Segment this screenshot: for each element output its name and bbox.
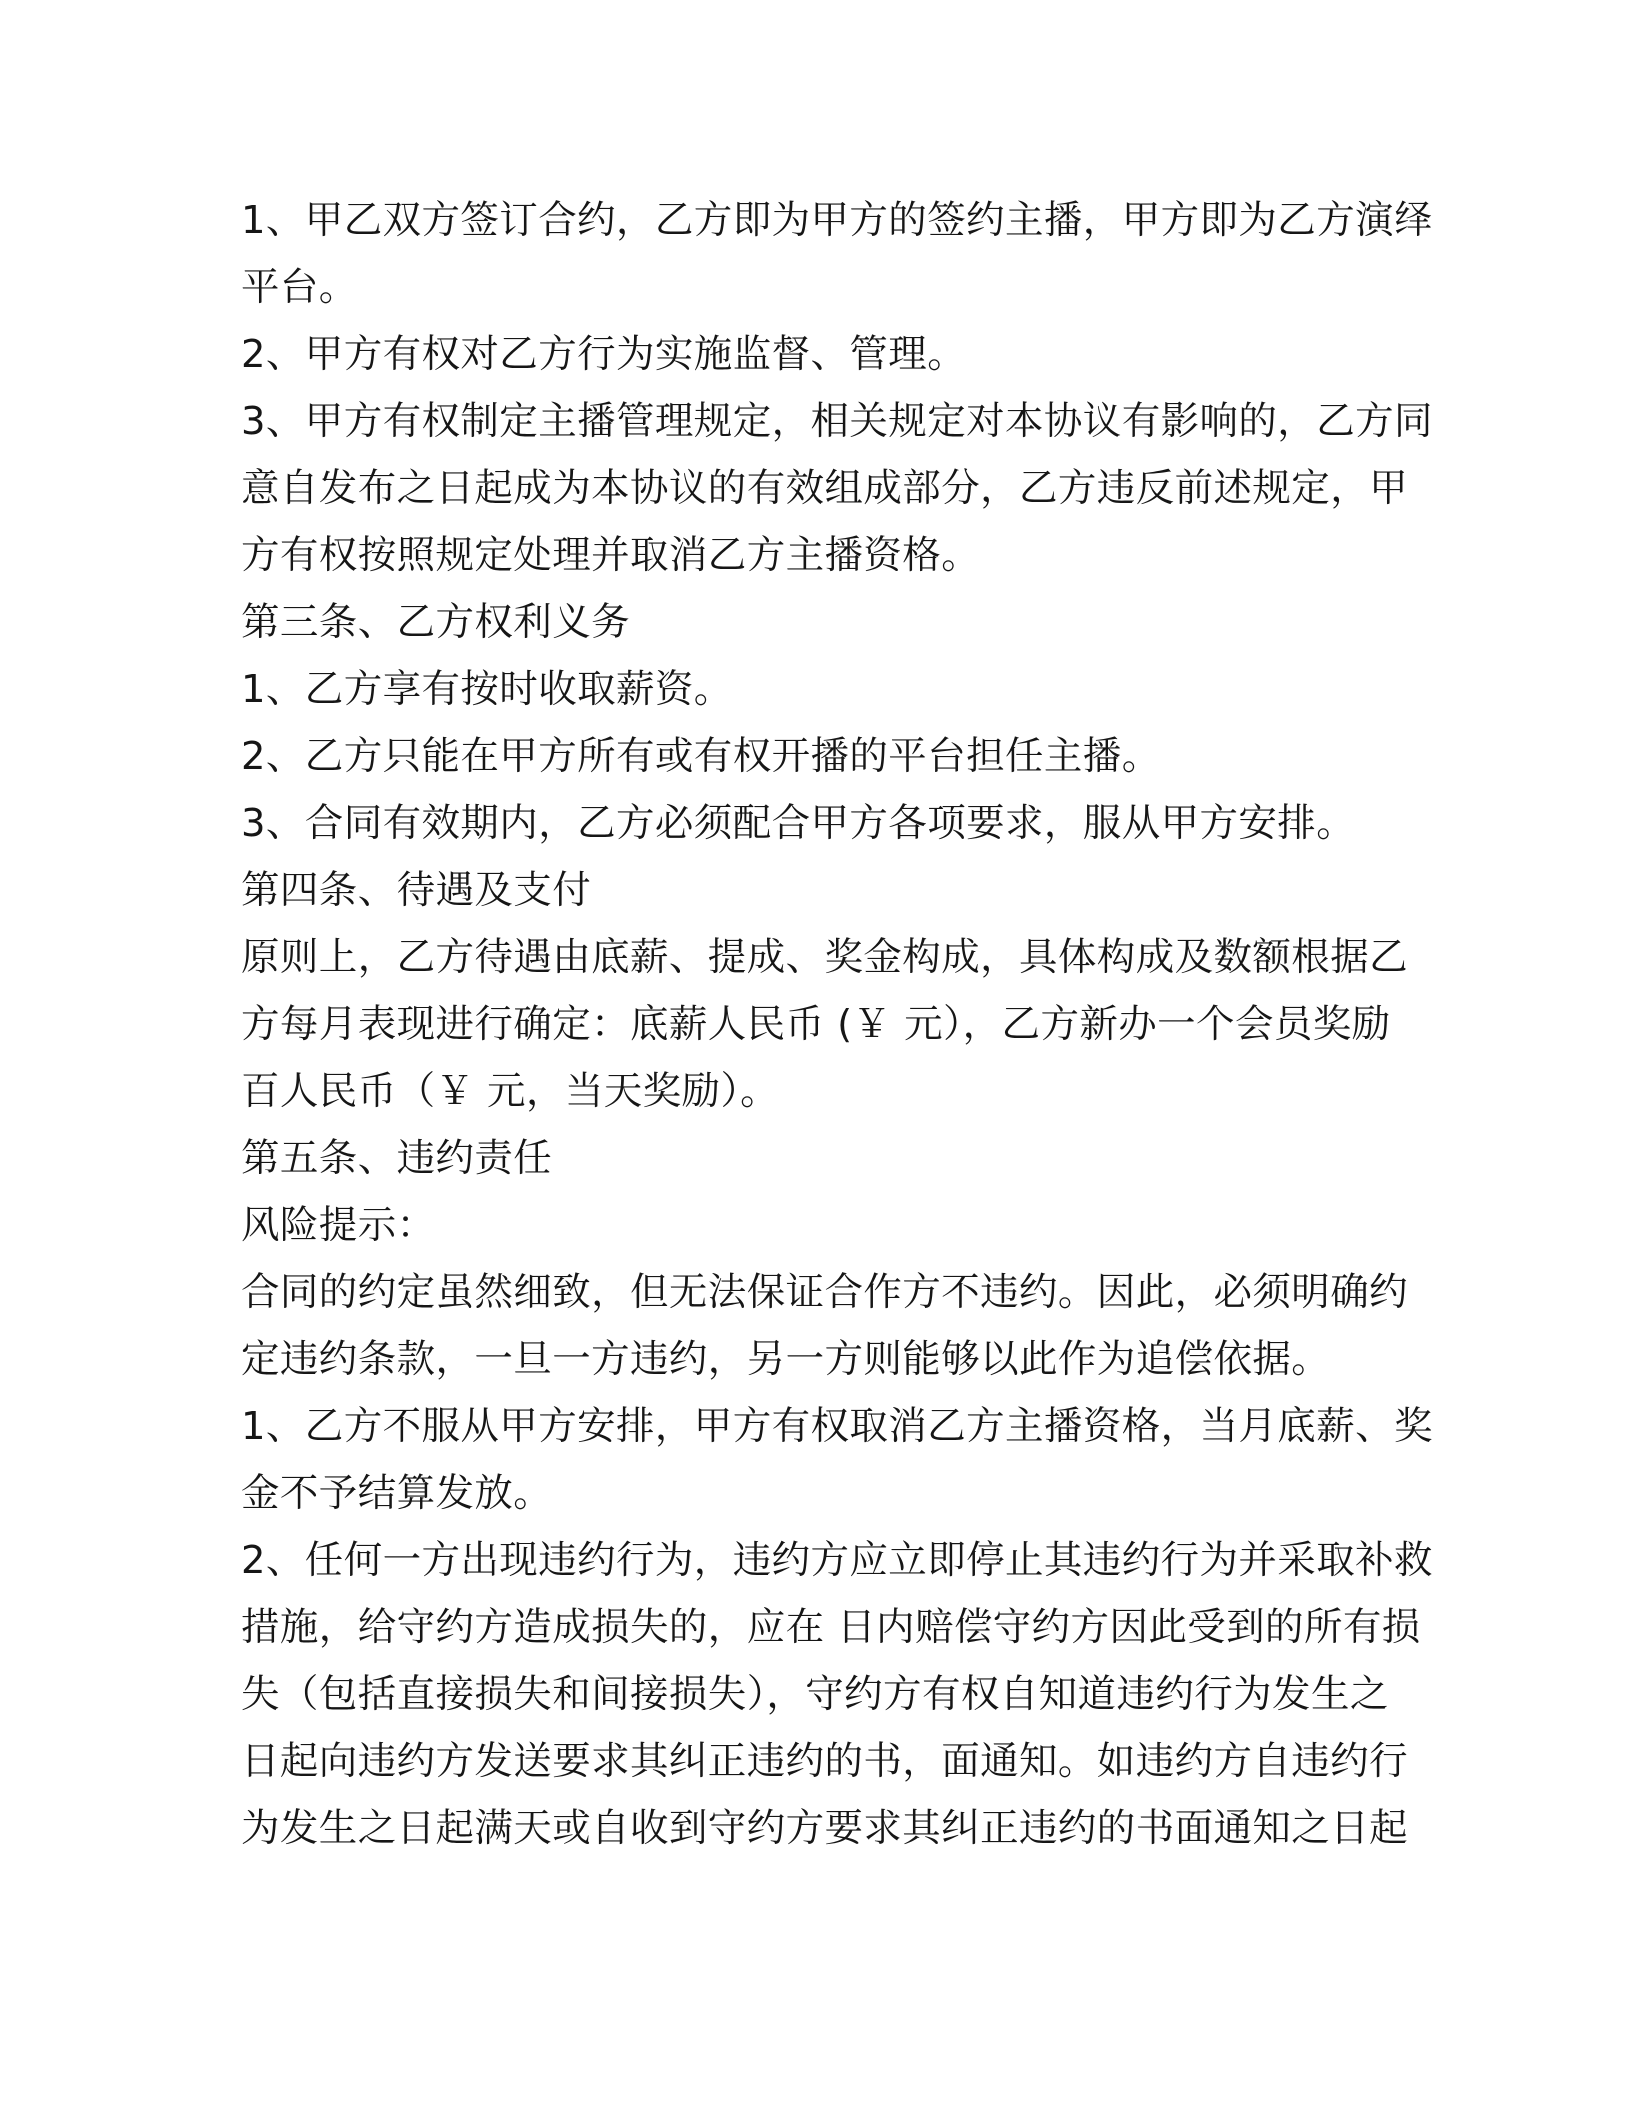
text-line: 金不予结算发放。 xyxy=(241,1471,553,1516)
text-line: 2、乙方只能在甲方所有或有权开播的平台担任主播。 xyxy=(241,734,1161,779)
text-line: 1、甲乙双方签订合约，乙方即为甲方的签约主播，甲方即为乙方演绎 xyxy=(241,198,1433,243)
text-line: 为发生之日起满天或自收到守约方要求其纠正违约的书面通知之日起 xyxy=(241,1806,1409,1851)
text-line: 方有权按照规定处理并取消乙方主播资格。 xyxy=(241,533,981,578)
text-line: 平台。 xyxy=(241,265,358,310)
text-line: 方每月表现进行确定：底薪人民币 (￥ 元），乙方新办一个会员奖励 xyxy=(241,1002,1391,1047)
text-line: 1、乙方享有按时收取薪资。 xyxy=(241,667,733,712)
text-line: 意自发布之日起成为本协议的有效组成部分，乙方违反前述规定，甲 xyxy=(241,466,1409,511)
risk-note-label: 风险提示： xyxy=(241,1203,436,1248)
text-line: 日起向违约方发送要求其纠正违约的书，面通知。如违约方自违约行 xyxy=(241,1739,1409,1784)
text-line: 原则上，乙方待遇由底薪、提成、奖金构成，具体构成及数额根据乙 xyxy=(241,935,1409,980)
text-line: 1、乙方不服从甲方安排，甲方有权取消乙方主播资格，当月底薪、奖 xyxy=(241,1404,1433,1449)
text-line: 合同的约定虽然细致，但无法保证合作方不违约。因此，必须明确约 xyxy=(241,1270,1409,1315)
document-body xyxy=(241,187,1433,1862)
text-line: 百人民币（￥ 元，当天奖励）。 xyxy=(241,1069,779,1114)
section-heading: 第四条、待遇及支付 xyxy=(241,868,592,913)
text-line: 措施，给守约方造成损失的，应在 日内赔偿守约方因此受到的所有损 xyxy=(241,1605,1421,1650)
text-line: 2、任何一方出现违约行为，违约方应立即停止其违约行为并采取补救 xyxy=(241,1538,1433,1583)
text-line: 2、甲方有权对乙方行为实施监督、管理。 xyxy=(241,332,967,377)
text-line: 失（包括直接损失和间接损失），守约方有权自知道违约行为发生之 xyxy=(241,1672,1389,1717)
text-line: 3、甲方有权制定主播管理规定，相关规定对本协议有影响的，乙方同 xyxy=(241,399,1433,444)
section-heading: 第三条、乙方权利义务 xyxy=(241,600,631,645)
section-heading: 第五条、违约责任 xyxy=(241,1136,553,1181)
text-line: 3、合同有效期内，乙方必须配合甲方各项要求，服从甲方安排。 xyxy=(241,801,1356,846)
text-line: 定违约条款，一旦一方违约，另一方则能够以此作为追偿依据。 xyxy=(241,1337,1331,1382)
